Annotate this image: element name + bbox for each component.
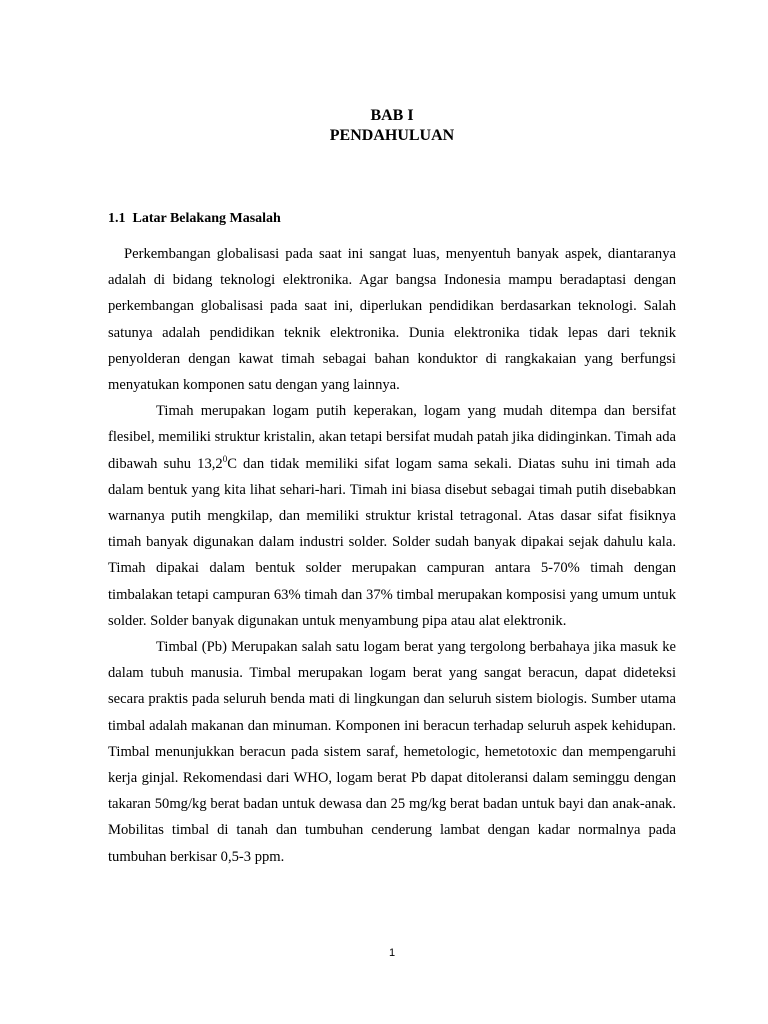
body-text — [108, 241, 676, 870]
page-number: 1 — [388, 947, 396, 959]
chapter-title: PENDAHULUAN — [329, 127, 455, 144]
paragraph-timbal: Timbal (Pb) Merupakan salah satu logam berat yang tergolong berbahaya jika masuk ke dalam tubuh manusia. Timbal merupakan logam berat yang sangat beracun, dapat dideteksi secara praktis pada seluruh benda mati di lingkungan dan seluruh sistem biologis. Sumber utama timbal adalah makanan dan minuman. Komponen ini beracun terhadap seluruh aspek kehidupan. Timbal menunjukkan beracun pada sistem saraf, hemetologic, hemetotoxic dan mempengaruhi kerja ginjal. Rekomendasi dari WHO, logam berat Pb dapat ditoleransi dalam seminggu dengan takaran 50mg/kg berat badan untuk dewasa dan 25 mg/kg berat badan untuk bayi dan anak-anak. Mobilitas timbal di tanah dan tumbuhan cenderung lambat dengan kadar normalnya pada tumbuhan berkisar 0,5-3 ppm. — [108, 639, 676, 865]
degree-superscript: 0 — [222, 453, 228, 464]
paragraph-globalisasi: Perkembangan globalisasi pada saat ini sangat luas, menyentuh banyak aspek, diantaranya adalah di bidang teknologi elektronika. Agar bangsa Indonesia mampu beradaptasi dengan perkembangan globalisasi pada saat ini, diperlukan pendidikan berdasarkan teknologi. Salah satunya adalah pendidikan teknik elektronika. Dunia elektronika tidak lepas dari teknik penyolderan dengan kawat timah sebagai bahan konduktor di rangkakaian yang berfungsi menyatukan komponen satu dengan yang lainnya. — [108, 246, 676, 394]
paragraph-timah-part1: Timah merupakan logam putih keperakan, logam yang mudah ditempa dan bersifat flesibel, memiliki struktur kristalin, akan tetapi bersifat mudah patah jika didinginkan. Timah ada dibawah suhu 13,2 — [108, 403, 676, 472]
chapter-number: BAB I — [370, 107, 414, 124]
paragraph-timah — [108, 398, 676, 634]
paragraph-timah-part2: C dan tidak memiliki sifat logam sama sekali. Diatas suhu ini timah ada dalam bentuk yang kita lihat sehari-hari. Timah ini biasa disebut sebagai timah putih disebabkan warnanya putih mengkilap, dan memiliki struktur kristal tetragonal. Atas dasar sifat fisiknya timah banyak digunakan dalam industri solder. Solder sudah banyak dipakai sejak dahulu kala. Timah dipakai dalam bentuk solder merupakan campuran antara 5-70% timah dengan timbalakan tetapi campuran 63% timah dan 37% timbal merupakan komposisi yang umum untuk solder. Solder banyak digunakan untuk menyambung pipa atau alat elektronik. — [108, 455, 676, 629]
section-heading: 1.1 Latar Belakang Masalah — [108, 211, 281, 226]
